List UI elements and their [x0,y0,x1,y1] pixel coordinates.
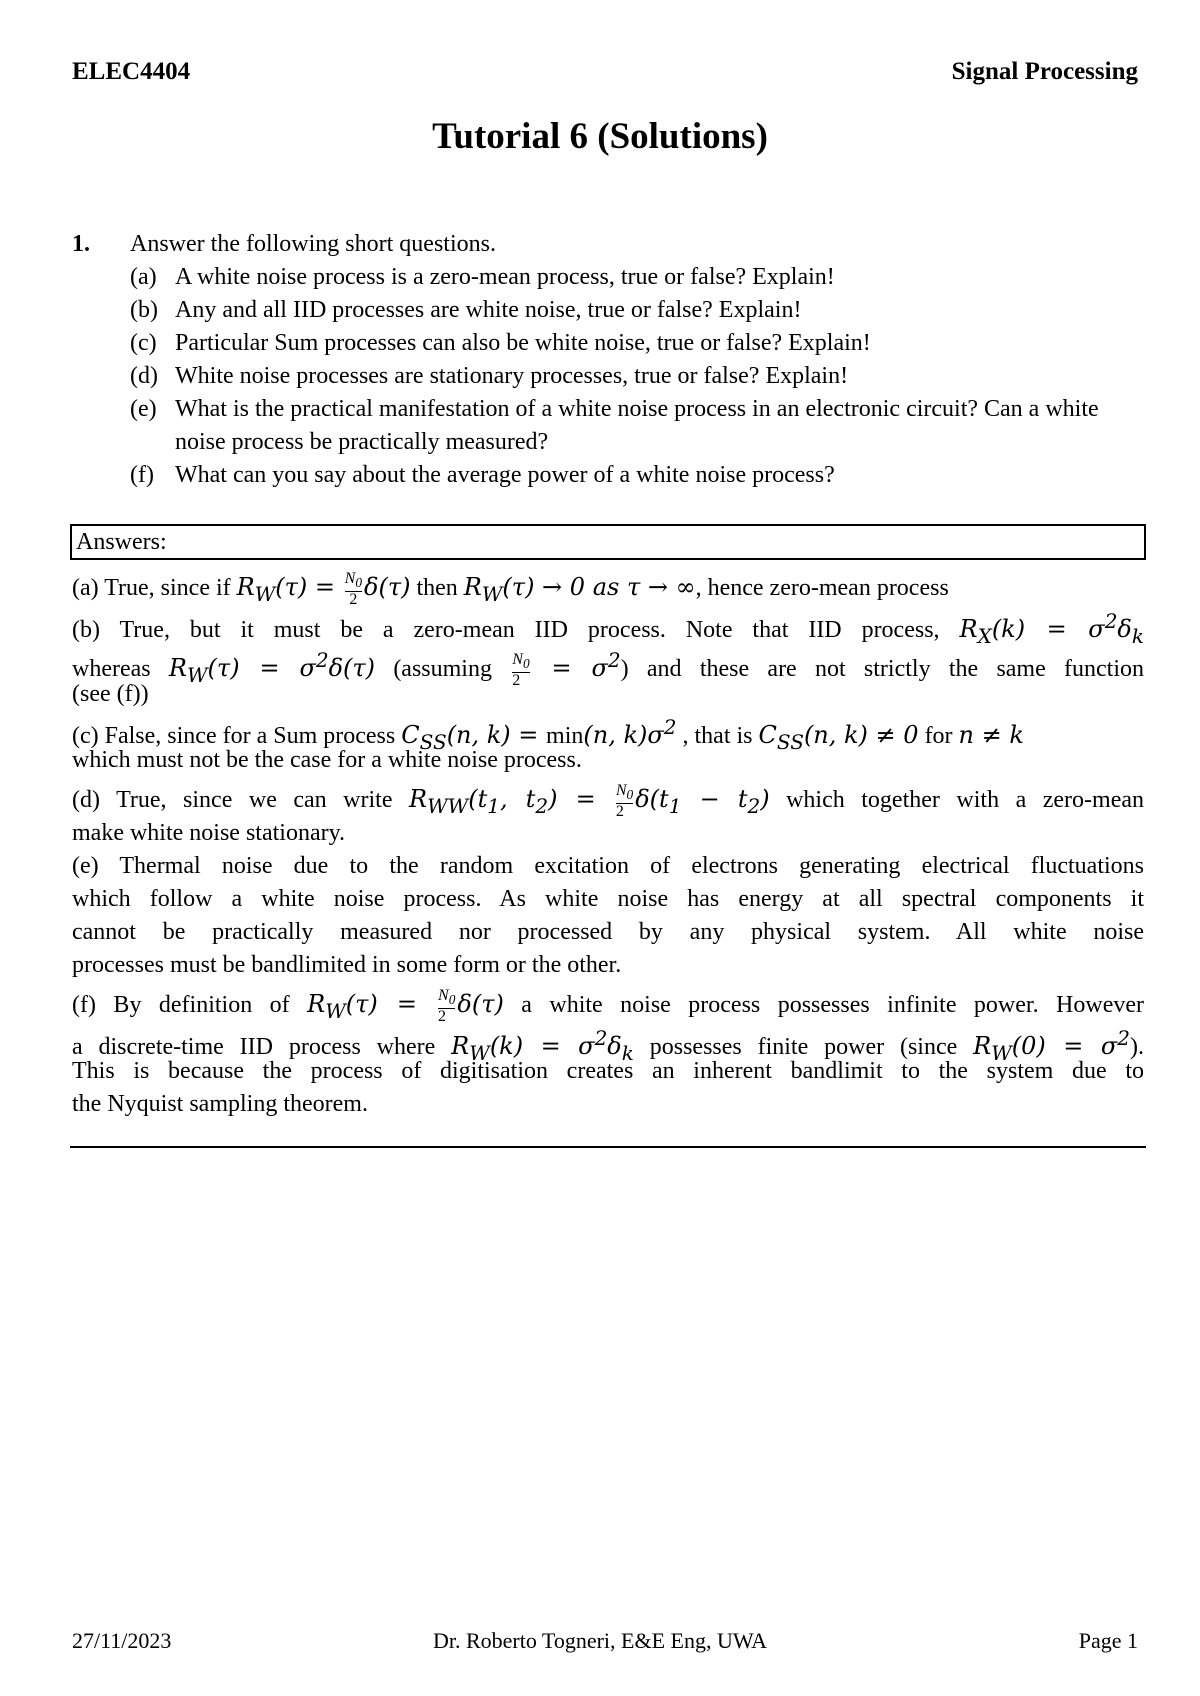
answer-b-eq3-body: = σ [531,654,608,682]
fraction-numerator: N [615,781,627,799]
answer-a [72,565,1144,609]
fraction-numerator: N [438,986,449,1004]
item-letter: (b) [130,297,158,323]
item-text: White noise processes are stationary processes, true or false? Explain! [175,363,849,389]
answer-f-eq3-sub: W [991,1040,1012,1065]
answer-a-eq2-sub: W [481,581,503,606]
answer-d-text-1: (d) True, since we can write [72,787,409,813]
answer-f-line-2 [72,1022,1144,1065]
answer-f-text-1: (f) By definition of [72,992,308,1018]
answers-bottom-rule [70,1146,1146,1148]
answer-f-text-4: possesses finite power (since [633,1034,974,1060]
answer-f-eq-sub: W [325,998,346,1023]
answer-a-fraction [345,571,362,608]
question-item-f [130,459,1142,492]
answer-b-fraction [512,652,529,689]
footer-page-number: Page 1 [1078,1628,1138,1653]
footer-date: 27/11/2023 [72,1628,172,1653]
answer-c-eq1-c: C [401,721,420,749]
fraction-denominator: 2 [512,672,529,689]
answer-f-fraction [438,988,455,1025]
answer-b-text-2: whereas [72,656,169,682]
answer-e-line-1: (e) Thermal noise due to the random excitation of electrons generating electrical fluctuations [72,853,1144,879]
answer-d-eq-minus: − t [681,785,748,813]
answer-f-eq2-r: R [451,1032,470,1060]
answer-c-eq2-sub: SS [776,729,804,754]
answer-c-text-1: (c) False, since for a Sum process [72,723,402,749]
answer-b-eq3-sup: 2 [607,648,621,672]
item-text: What is the practical manifestation of a white noise process in an electronic circuit? Can a white noise process be practically measured? [175,396,1099,455]
fraction-numerator: N [512,650,523,668]
answer-a-eq-sub: W [254,581,276,606]
item-text: Any and all IID processes are white noise, true or false? Explain! [175,297,802,323]
answer-f-eq2-sub2: k [621,1040,634,1065]
answer-b-eq2-delta: δ(τ) [328,654,376,682]
answer-d-eq-s4: 2 [747,793,761,818]
answer-c-eq1-body: (n, k) = [446,721,547,749]
question-1 [72,228,1142,492]
answer-f-line-1 [72,982,1144,1026]
answer-c-eq2-c: C [758,721,777,749]
answer-f-eq3-body: (0) = σ [1011,1032,1118,1060]
answer-b-eq2-sub: W [186,662,208,687]
item-letter: (d) [130,363,158,389]
answer-b-eq2-r: R [168,654,187,682]
answer-f-eq-r: R [307,990,326,1018]
footer-author: Dr. Roberto Togneri, E&E Eng, UWA [432,1628,768,1653]
answer-a-text-2: then [410,575,464,601]
item-letter: (a) [130,264,157,290]
answer-b-line-3: (see (f)) [72,681,149,707]
question-item-b [130,294,1142,327]
item-letter: (f) [130,462,154,488]
item-text: Particular Sum processes can also be white noise, true or false? Explain! [175,330,871,356]
answer-e-line-4: processes must be bandlimited in some form or the other. [72,952,622,978]
answer-c-text-3: for [918,723,959,749]
fraction-denominator: 2 [438,1008,455,1025]
answer-d-fraction [616,783,633,820]
answer-d-eq-t1: (t [468,785,488,813]
answer-c-text-2: , that is [676,723,759,749]
answer-f-text-2: a white noise process possesses infinite power. However [503,992,1144,1018]
answer-b-text-1: (b) True, but it must be a zero-mean IID process. Note that IID process, [72,617,960,643]
answer-c-line-2: which must not be the case for a white noise process. [72,747,582,773]
answer-d-eq-s1: 1 [487,793,500,818]
answer-f-eq3-r: R [973,1032,992,1060]
answer-f-text-3: a discrete-time IID process where [72,1034,452,1060]
answer-a-eq2-body: (τ) → 0 as τ → ∞ [502,573,696,601]
answer-b-eq1-body: (k) = σ [991,615,1105,643]
answer-f-eq-body: (τ) = [345,990,437,1018]
item-text: A white noise process is a zero-mean process, true or false? Explain! [175,264,835,290]
fraction-numerator: N [344,569,356,587]
answer-f-line-4: the Nyquist sampling theorem. [72,1091,368,1117]
answer-f-eq2-body: (k) = σ [489,1032,595,1060]
answer-d-eq-eq: ) = [548,785,614,813]
fraction-denominator: 2 [616,803,633,820]
answer-b-eq1-sub2: k [1131,623,1144,648]
answer-d-eq-sub: WW [427,793,469,818]
answer-d-line-2: make white noise stationary. [72,820,346,846]
answer-e-line-2: which follow a white noise process. As white noise has energy at all spectral components it [72,886,1144,912]
answer-f-eq2-sup: 2 [594,1026,608,1050]
question-items [130,261,1142,492]
answers-body [72,565,1144,1121]
answer-b-eq1-r: R [959,615,978,643]
fraction-denominator: 2 [345,591,362,608]
fraction-numerator-sub: 0 [522,656,530,672]
answer-b-eq1-sup: 2 [1104,609,1118,633]
answer-b-line-1 [72,605,1144,648]
page-title: Tutorial 6 (Solutions) [432,116,768,157]
question-item-e [130,393,1142,459]
answer-f-eq2-delta: δ [607,1032,622,1060]
fraction-numerator-sub: 0 [355,575,362,591]
course-code: ELEC4404 [72,58,191,85]
answer-d-eq-t2: , t [499,785,536,813]
item-letter: (c) [130,330,157,356]
answer-c-line-1 [72,711,1144,754]
answer-d-eq-delta: δ(t [635,785,669,813]
answer-d-eq-close: ) [760,785,770,813]
answer-c-eq3: n ≠ k [958,721,1024,749]
answers-heading-box [70,524,1146,560]
answer-d-line-1 [72,777,1145,821]
answer-d-eq-s2: 2 [535,793,549,818]
question-item-c [130,327,1142,360]
answer-b-eq1-delta: δ [1117,615,1132,643]
answer-d-eq-r: R [409,785,428,813]
answer-b-eq1-sub: X [977,623,992,648]
course-subject: Signal Processing [951,58,1138,85]
answer-c-eq1-sup: 2 [663,715,677,739]
answer-f-line-3: This is because the process of digitisation creates an inherent bandlimit to the system due to [72,1058,1144,1084]
answer-a-eq2-r: R [463,573,482,601]
question-item-d [130,360,1142,393]
answer-a-eq-delta: δ(τ) [364,573,411,601]
answer-d-eq-s3: 1 [668,793,682,818]
answer-b-text-3: (assuming [375,656,511,682]
answer-b-line-2 [72,638,1145,690]
question-item-a [130,261,1142,294]
answer-a-text-3: , hence zero-mean process [695,575,949,601]
item-letter: (e) [130,396,157,422]
answer-f-text-5: ). [1130,1034,1144,1060]
answer-f-eq2-sub: W [469,1040,490,1065]
answer-b-text-4: ) and these are not strictly the same function [620,656,1145,682]
answer-f-eq3-sup: 2 [1117,1026,1130,1050]
answer-b-eq2-body: (τ) = σ [207,654,316,682]
answer-a-eq-r: R [236,573,255,601]
question-prompt: Answer the following short questions. [130,231,496,257]
answer-a-eq-body: (τ) = [275,573,343,601]
answer-e-line-3: cannot be practically measured nor processed by any physical system. All white noise [72,919,1144,945]
fraction-numerator-sub: 0 [626,787,634,803]
item-text: What can you say about the average power of a white noise process? [175,462,835,488]
answer-b-eq2-sup: 2 [315,648,329,672]
answer-c-eq1-body2: (n, k)σ [583,721,664,749]
answer-f-eq-delta: δ(τ) [457,990,504,1018]
answer-c-eq2-body: (n, k) ≠ 0 [803,721,919,749]
question-number: 1. [72,231,90,257]
answer-c-min: min [546,723,584,749]
answer-d-text-2: which together with a zero-mean [769,787,1145,813]
answer-a-text-1: (a) True, since if [72,575,237,601]
answers-heading: Answers: [76,529,167,555]
fraction-numerator-sub: 0 [448,992,456,1008]
answer-c-eq1-sub: SS [419,729,447,754]
